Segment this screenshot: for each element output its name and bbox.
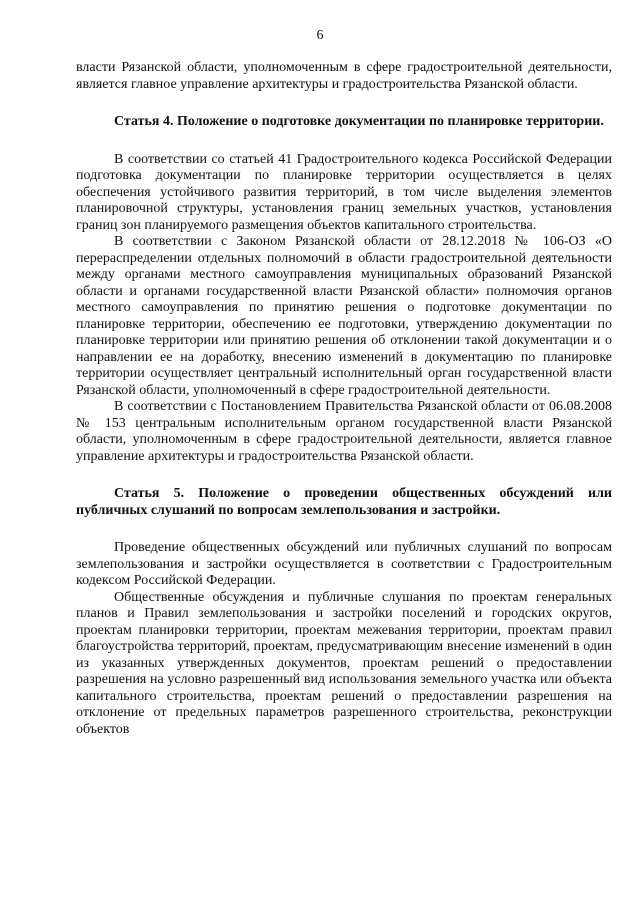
article-5-paragraph-1: Проведение общественных обсуждений или публичных слушаний по вопросам землепользования и застройки осуществляется в соответствии с Градостроительным кодексом Российской Федерации.	[76, 540, 612, 588]
article-4-heading: Статья 4. Положение о подготовке документации по планировке территории.	[114, 114, 604, 129]
article-4-paragraph-3: В соответствии с Постановлением Правительства Рязанской области от 06.08.2008 № 153 центральным исполнительным органом государственной власти Рязанской области, уполномоченным в сфере градостроительной деятельности, является главное управление архитектуры и градостроительства Рязанской области.	[76, 399, 612, 464]
article-5-paragraph-2: Общественные обсуждения и публичные слушания по проектам генеральных планов и Правил землепользования и застройки поселений и городских округов, проектам планировки территории, проектам межевания территории, проектам правил благоустройства территорий, проектам, предусматривающим внесение изменений в один из указанных утвержденных документов, проектам решений о предоставлении разрешения на условно разрешенный вид использования земельного участка или объекта капитального строительства, проектам решений о предоставлении разрешения на отклонение от предельных параметров разрешенного строительства, реконструкции объектов	[76, 589, 612, 737]
article-5-heading: Статья 5. Положение о проведении общественных обсуждений или публичных слушаний по вопросам землепользования и застройки.	[76, 486, 612, 518]
document-body	[76, 60, 612, 738]
article-4-paragraph-2: В соответствии с Законом Рязанской области от 28.12.2018 № 106-ОЗ «О перераспределении отдельных полномочий в области градостроительной деятельности между органами местного самоуправления муниципальных образований Рязанской области и органами государственной власти Рязанской области» полномочия органов местного самоуправления по принятию решения о подготовке документации по планировке территории, обеспечению ее подготовки, утверждению документации по планировке территории или принятию решения об отклонении такой документации и о направлении ее на доработку, внесению изменений в документацию по планировке территории осуществляет центральный исполнительный орган государственной власти Рязанской области, уполномоченный в сфере градостроительной деятельности.	[76, 234, 612, 398]
article-4-paragraph-1: В соответствии со статьей 41 Градостроительного кодекса Российской Федерации подготовка документации по планировке территории осуществляется в целях обеспечения устойчивого развития территорий, в том числе выделения элементов планировочной структуры, установления границ земельных участков, установления границ зон планируемого размещения объектов капитального строительства.	[76, 151, 612, 233]
continuation-paragraph: власти Рязанской области, уполномоченным в сфере градостроительной деятельности, является главное управление архитектуры и градостроительства Рязанской области.	[76, 60, 612, 92]
page-number: 6	[316, 28, 324, 43]
